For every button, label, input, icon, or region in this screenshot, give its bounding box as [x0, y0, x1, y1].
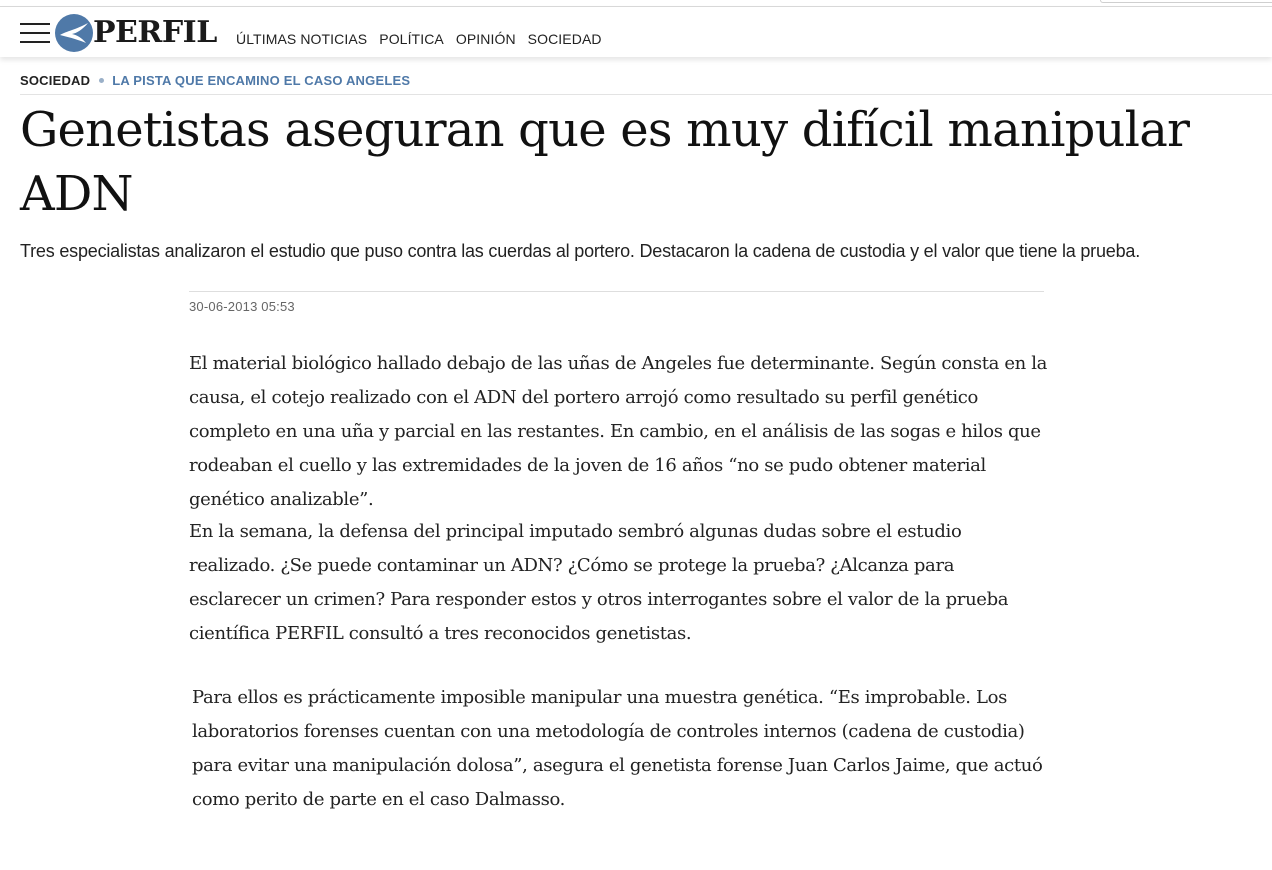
nav-politica[interactable]: POLÍTICA: [379, 31, 444, 47]
breadcrumb-separator: [99, 78, 104, 83]
logo-bird-icon: [55, 14, 93, 52]
nav-sociedad[interactable]: SOCIEDAD: [527, 31, 602, 47]
breadcrumb-topic[interactable]: LA PISTA QUE ENCAMINO EL CASO ANGELES: [112, 73, 411, 88]
main-nav: [236, 31, 602, 47]
site-header: [0, 7, 1272, 57]
breadcrumb-divider: [20, 94, 1272, 95]
article-paragraph: En la semana, la defensa del principal imputado sembró algunas dudas sobre el estudio realizado. ¿Se puede contaminar un ADN? ¿Cómo se protege la prueba? ¿Alcanza para esclarecer un crimen? Para responder estos y otros interrogantes sobre el valor de la prueba científica PERFIL consultó a tres reconocidos genetistas.: [189, 521, 1009, 644]
breadcrumb: [20, 73, 410, 88]
nav-ultimas-noticias[interactable]: ÚLTIMAS NOTICIAS: [236, 31, 368, 47]
search-box-edge[interactable]: [1100, 0, 1272, 3]
logo-wordmark: PERFIL: [93, 15, 217, 50]
menu-icon[interactable]: [20, 22, 50, 44]
meta-divider: [189, 291, 1044, 292]
article-subtitle: Tres especialistas analizaron el estudio que puso contra las cuerdas al portero. Destacaron la cadena de custodia y el valor que tiene la prueba.: [20, 241, 1141, 261]
article-title: Genetistas aseguran que es muy difícil manipular ADN: [20, 102, 1190, 222]
article-date: 30-06-2013 05:53: [189, 299, 295, 314]
logo[interactable]: [55, 13, 217, 53]
breadcrumb-section[interactable]: SOCIEDAD: [20, 73, 91, 88]
article-paragraph: Para ellos es prácticamente imposible manipular una muestra genética. “Es improbable. Los laboratorios forenses cuentan con una metodología de controles internos (cadena de custodia) para evitar una manipulación dolosa”, asegura el genetista forense Juan Carlos Jaime, que actuó como perito de parte en el caso Dalmasso.: [192, 687, 1043, 810]
article-paragraph: El material biológico hallado debajo de las uñas de Angeles fue determinante. Según consta en la causa, el cotejo realizado con el ADN del portero arrojó como resultado su perfil genético completo en una uña y parcial en las restantes. En cambio, en el análisis de las sogas e hilos que rodeaban el cuello y las extremidades de la joven de 16 años “no se pudo obtener material genético analizable”.: [189, 353, 1048, 510]
nav-opinion[interactable]: OPINIÓN: [455, 31, 516, 47]
